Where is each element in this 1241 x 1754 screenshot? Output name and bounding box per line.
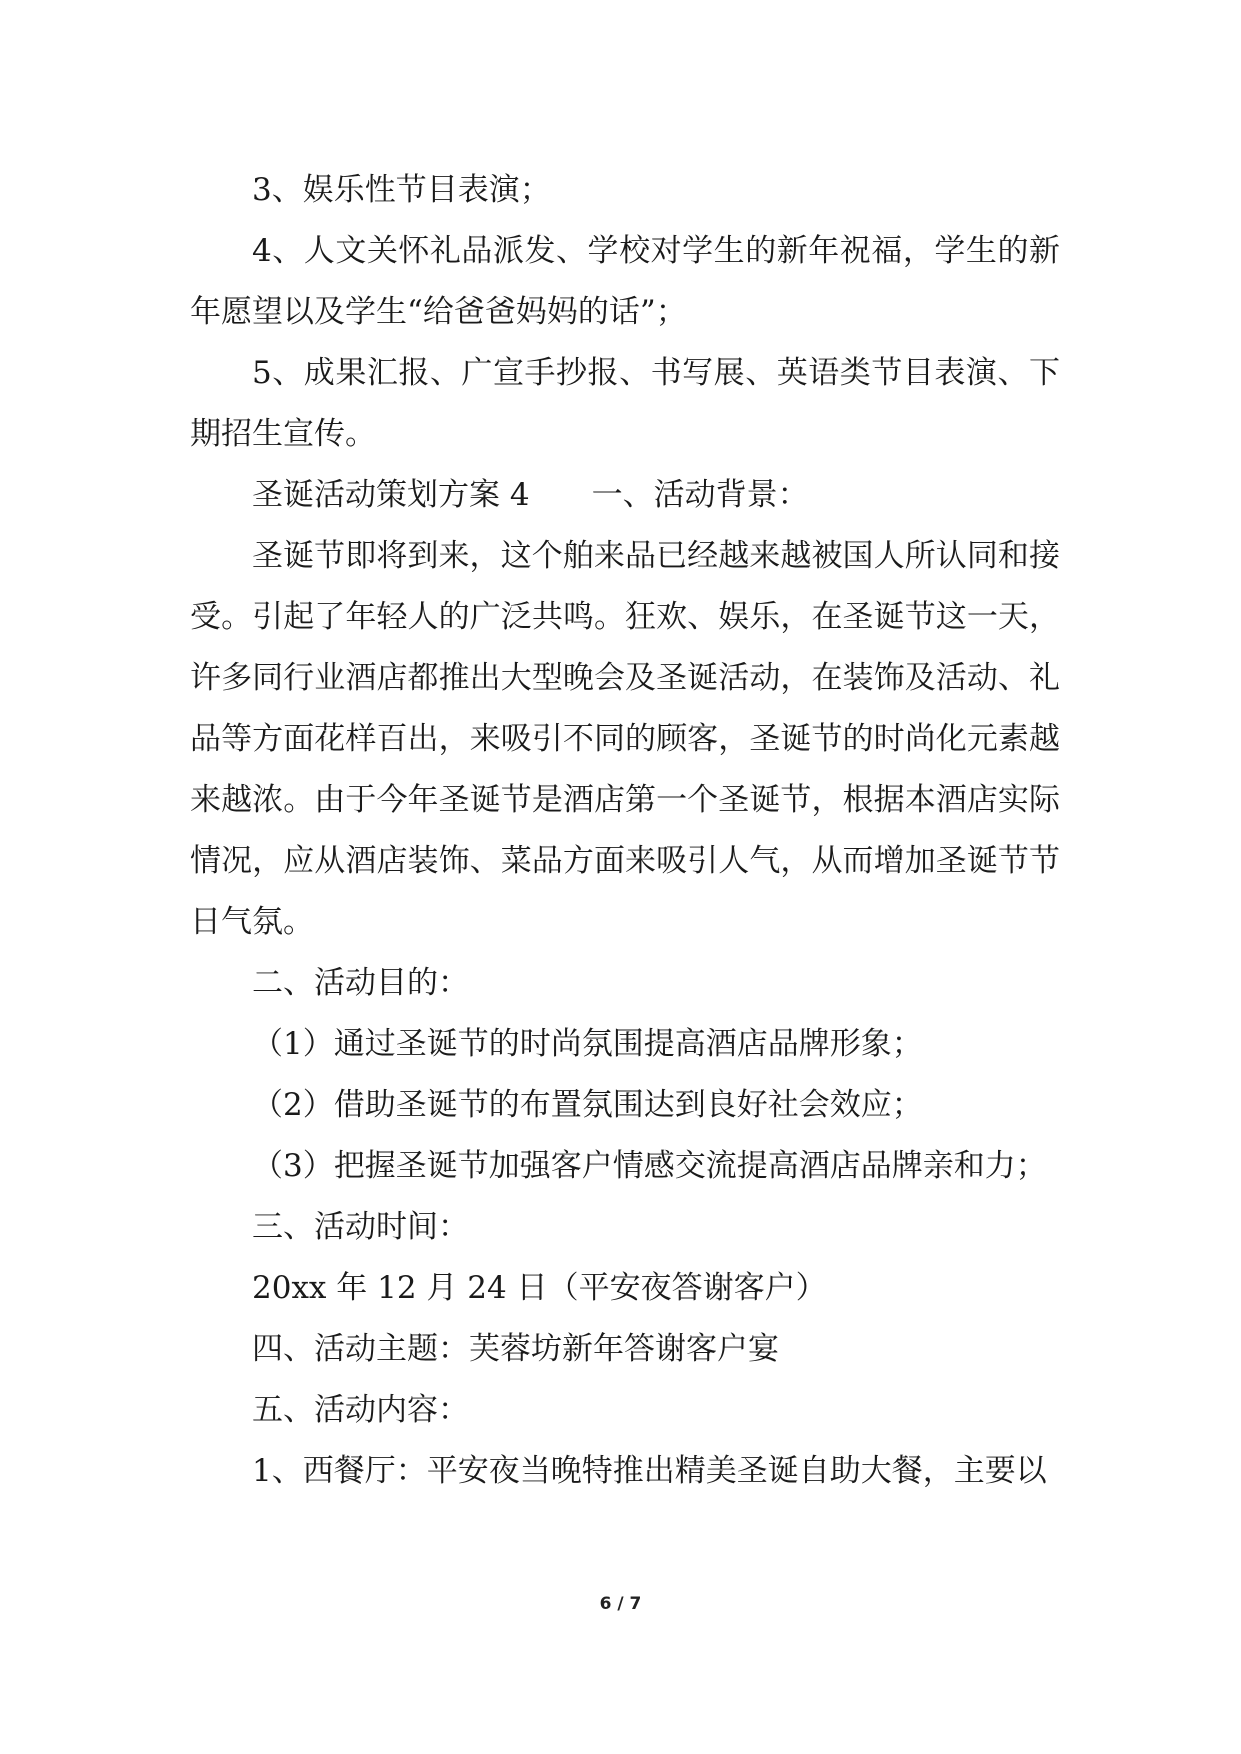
- heading-content: 五、活动内容：: [252, 1392, 469, 1428]
- purpose-item-2: （2）借助圣诞节的布置氛围达到良好社会效应；: [252, 1087, 923, 1123]
- paragraph-item-3: 3、娱乐性节目表演；: [252, 172, 551, 208]
- document-body: [190, 160, 1060, 1502]
- paragraph-item-5: 5、成果汇报、广宣手抄报、书写展、英语类节目表演、下期招生宣传。: [190, 355, 1060, 452]
- heading-time: 三、活动时间：: [252, 1209, 469, 1245]
- heading-theme: 四、活动主题：芙蓉坊新年答谢客户宴: [252, 1331, 779, 1367]
- heading-purpose: 二、活动目的：: [252, 965, 469, 1001]
- section-heading-plan-4: 圣诞活动策划方案 4 一、活动背景：: [252, 477, 809, 513]
- event-date: 20xx 年 12 月 24 日（平安夜答谢客户）: [252, 1270, 827, 1306]
- paragraph-item-4: 4、人文关怀礼品派发、学校对学生的新年祝福，学生的新年愿望以及学生“给爸爸妈妈的话”；: [190, 233, 1060, 330]
- page-number: 6 / 7: [599, 1594, 642, 1614]
- purpose-item-3: （3）把握圣诞节加强客户情感交流提高酒店品牌亲和力；: [252, 1148, 1047, 1184]
- content-item-1: 1、西餐厅：平安夜当晚特推出精美圣诞自助大餐，主要以: [252, 1453, 1047, 1489]
- purpose-item-1: （1）通过圣诞节的时尚氛围提高酒店品牌形象；: [252, 1026, 923, 1062]
- background-paragraph: 圣诞节即将到来，这个舶来品已经越来越被国人所认同和接受。引起了年轻人的广泛共鸣。狂欢、娱乐，在圣诞节这一天，许多同行业酒店都推出大型晚会及圣诞活动，在装饰及活动、礼品等方面花样百出，来吸引不同的顾客，圣诞节的时尚化元素越来越浓。由于今年圣诞节是酒店第一个圣诞节，根据本酒店实际情况，应从酒店装饰、菜品方面来吸引人气，从而增加圣诞节节日气氛。: [190, 538, 1060, 940]
